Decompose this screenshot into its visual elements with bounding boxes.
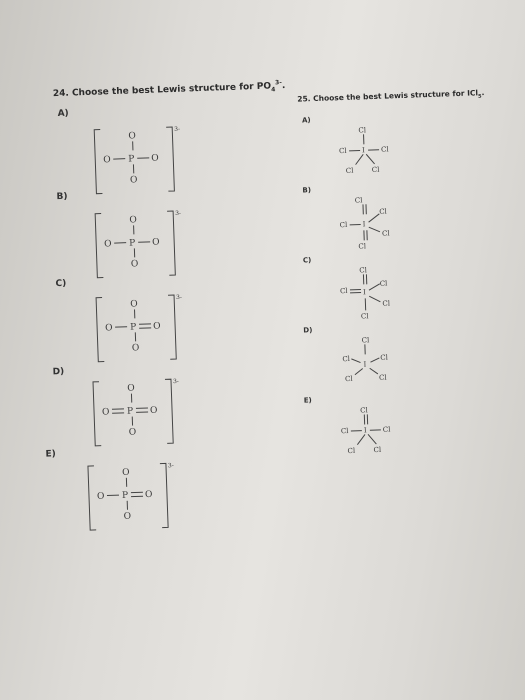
- atom-cl-bottom: Cl: [360, 312, 369, 321]
- atom-o-left: O: [96, 491, 105, 502]
- atom-o-bottom: O: [128, 427, 137, 438]
- atom-cl-left: Cl: [339, 286, 348, 296]
- atom-o-right: O: [152, 321, 161, 332]
- atom-cl-bottom: Cl: [358, 242, 367, 251]
- atom-cl-left: Cl: [339, 220, 348, 230]
- atom-cl-top: Cl: [361, 336, 370, 345]
- atom-i: I: [361, 146, 365, 155]
- atom-cl-top: Cl: [360, 406, 368, 415]
- q25-option-a-label: A): [301, 116, 311, 125]
- question-24-period: .: [281, 81, 286, 92]
- atom-cl-left: Cl: [342, 354, 351, 364]
- atom-cl-top: Cl: [359, 266, 368, 275]
- atom-i: I: [363, 360, 367, 369]
- atom-o-right: O: [152, 237, 160, 248]
- atom-o-bottom: O: [129, 175, 138, 186]
- atom-o-left: O: [104, 323, 113, 334]
- q24-option-c-label: C): [55, 278, 67, 290]
- atom-o-right: O: [151, 153, 159, 164]
- q24-option-a-label: A): [57, 108, 69, 119]
- q24-structure-c: [92, 287, 185, 370]
- atom-cl-left: Cl: [338, 146, 347, 156]
- q24-option-e-label: E): [45, 449, 56, 460]
- atom-p: P: [126, 406, 134, 417]
- atom-o-top: O: [127, 383, 135, 394]
- atom-cl-bottom-right: Cl: [371, 165, 380, 175]
- atom-cl-upper-right: Cl: [379, 279, 388, 288]
- q25-option-c-label: C): [302, 256, 312, 265]
- q24-structure-b: [91, 203, 184, 286]
- atom-p: P: [129, 238, 136, 249]
- question-24-text: 24. Choose the best Lewis structure for PO: [52, 81, 272, 100]
- atom-cl-right: Cl: [380, 145, 389, 154]
- atom-cl-bottom-left: Cl: [345, 166, 354, 175]
- atom-cl-top: Cl: [358, 126, 367, 135]
- question-25-period: .: [481, 88, 485, 98]
- q25-structure-d: [329, 331, 411, 404]
- atom-i: I: [362, 220, 366, 229]
- atom-cl-lower-right: Cl: [381, 229, 390, 238]
- charge-text: 3-: [167, 462, 174, 470]
- charge-text: 3-: [172, 377, 180, 386]
- atom-o-bottom: O: [130, 259, 139, 270]
- atom-cl-right: Cl: [382, 425, 391, 434]
- charge-text: 3-: [175, 293, 183, 301]
- charge-text: 3-: [174, 125, 181, 133]
- q25-option-b-label: B): [302, 186, 312, 195]
- atom-o-left: O: [104, 239, 112, 250]
- atom-i: I: [362, 288, 366, 297]
- atom-o-top: O: [130, 299, 138, 310]
- atom-cl-lower-right: Cl: [382, 299, 391, 308]
- atom-o-bottom: O: [131, 343, 140, 354]
- atom-p: P: [129, 322, 137, 333]
- atom-p: P: [121, 490, 129, 501]
- atom-cl-top: Cl: [354, 196, 363, 205]
- q24-structure-e: [84, 455, 177, 538]
- atom-cl-upper-right: Cl: [379, 207, 387, 216]
- atom-o-left: O: [101, 407, 110, 418]
- question-25-text: 25. Choose the best Lewis structure for ICl: [297, 88, 479, 104]
- atom-o-right: O: [149, 405, 158, 416]
- q25-structure-c: [329, 261, 411, 334]
- atom-cl-bottom-left: Cl: [347, 446, 356, 456]
- atom-cl-bottom-right: Cl: [378, 373, 387, 382]
- atom-i: I: [363, 426, 367, 435]
- atom-o-right: O: [144, 489, 153, 501]
- atom-cl-right: Cl: [380, 353, 389, 362]
- question-24-subscript: 4: [271, 86, 276, 94]
- q24-structure-a: [90, 119, 183, 202]
- atom-o-top: O: [122, 467, 130, 478]
- atom-cl-bottom-left: Cl: [344, 374, 353, 384]
- q24-option-d-label: D): [52, 366, 65, 378]
- question-25-subscript: 5: [478, 93, 482, 100]
- atom-o-bottom: O: [123, 511, 132, 522]
- question-24-title: [53, 79, 286, 101]
- atom-p: P: [128, 154, 135, 165]
- atom-cl-bottom-right: Cl: [373, 445, 382, 455]
- q25-structure-a: [328, 121, 410, 194]
- q25-option-e-label: E): [303, 396, 312, 405]
- atom-o-top: O: [129, 215, 137, 226]
- atom-o-top: O: [128, 131, 137, 142]
- q24-option-b-label: B): [56, 191, 68, 203]
- question-25-title: [297, 88, 484, 106]
- q24-structure-d: [89, 371, 182, 454]
- question-24-superscript: 3-: [274, 79, 282, 87]
- q25-structure-b: [329, 191, 411, 264]
- atom-cl-left: Cl: [340, 427, 349, 436]
- q25-option-d-label: D): [303, 326, 313, 335]
- atom-o-left: O: [103, 155, 111, 166]
- q25-structure-e: [330, 401, 412, 474]
- charge-text: 3-: [175, 209, 182, 217]
